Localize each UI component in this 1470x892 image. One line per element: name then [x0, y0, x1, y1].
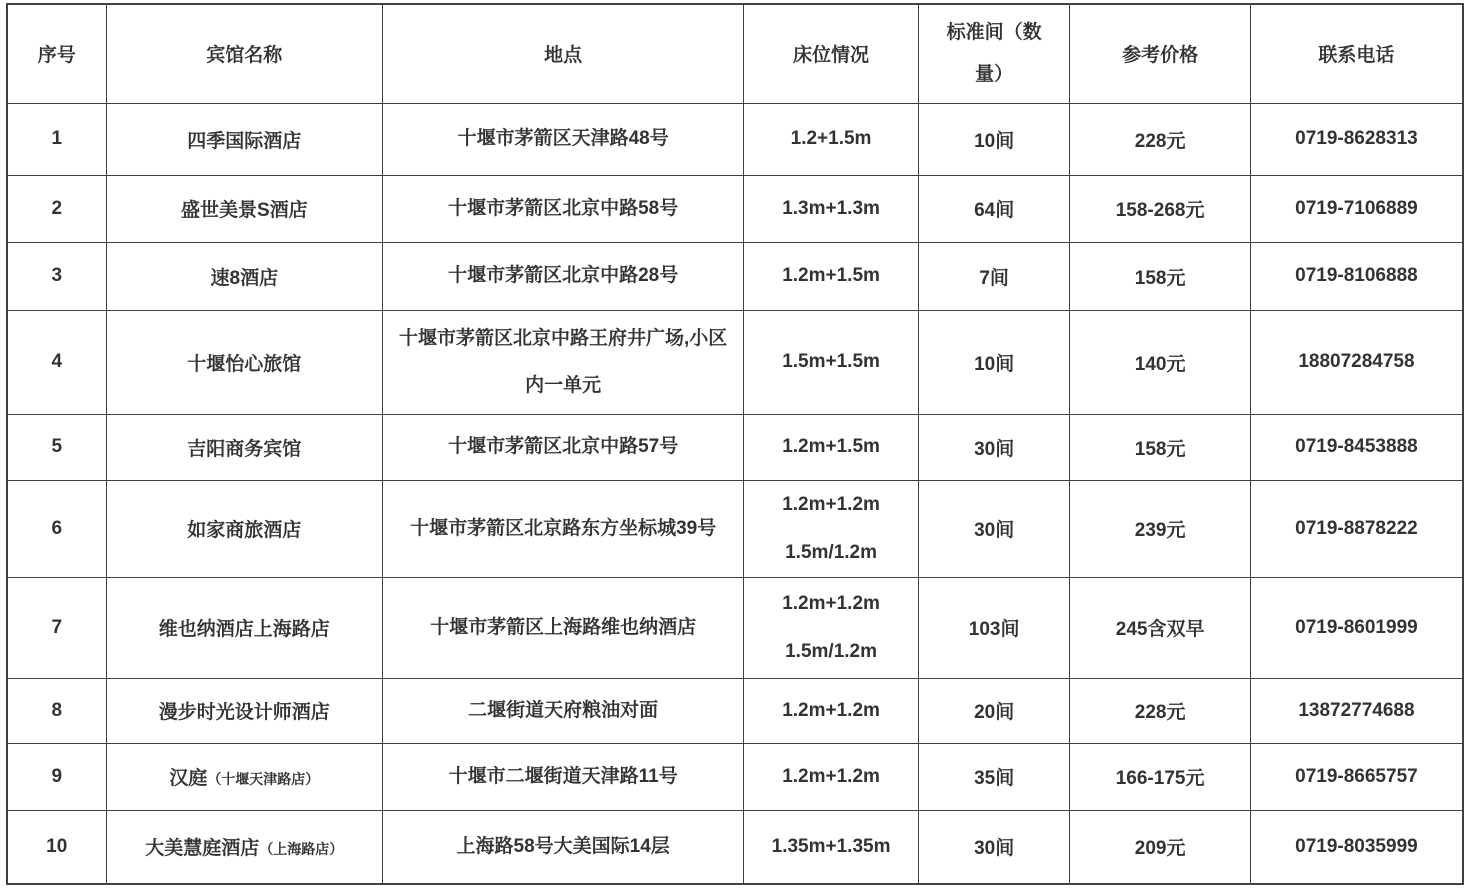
hotel-name: 盛世美景S酒店 — [180, 200, 308, 221]
cell-price: 166-175元 — [1070, 743, 1251, 810]
hotel-name: 速8酒店 — [210, 267, 279, 289]
hotel-address: 十堰市茅箭区北京中路57号 — [448, 436, 679, 458]
table-row — [7, 678, 1463, 743]
cell-price: 239元 — [1070, 480, 1251, 577]
bed-line: 1.5m/1.2m — [785, 541, 878, 563]
hotel-name: 如家商旅酒店 — [187, 520, 302, 541]
bed-line: 1.2+1.5m — [790, 128, 872, 150]
cell-hotel-name — [106, 810, 383, 884]
cell-address — [383, 810, 744, 884]
hotel-address: 十堰市茅箭区北京路东方坐标城39号 — [410, 517, 717, 539]
cell-address — [383, 414, 744, 480]
hotel-address: 十堰市茅箭区上海路维也纳酒店 — [430, 616, 697, 638]
hotel-name: 汉庭 — [169, 768, 208, 789]
table-row — [7, 810, 1463, 884]
cell-beds — [744, 577, 919, 678]
cell-phone: 0719-8453888 — [1250, 414, 1463, 480]
cell-index: 2 — [7, 175, 106, 242]
cell-rooms: 20间 — [918, 678, 1069, 743]
table-row — [7, 103, 1463, 175]
cell-price: 158-268元 — [1070, 175, 1251, 242]
cell-hotel-name — [106, 103, 383, 175]
cell-beds — [744, 175, 919, 242]
bed-line: 1.3m+1.3m — [782, 197, 880, 219]
cell-index: 9 — [7, 743, 106, 810]
hotel-name: 维也纳酒店上海路店 — [158, 619, 330, 640]
cell-phone: 18807284758 — [1250, 310, 1463, 414]
cell-index: 3 — [7, 242, 106, 310]
cell-rooms: 64间 — [918, 175, 1069, 242]
cell-beds — [744, 414, 919, 480]
cell-hotel-name — [106, 577, 383, 678]
column-header-phone: 联系电话 — [1250, 4, 1463, 103]
table-row — [7, 743, 1463, 810]
cell-price: 140元 — [1070, 310, 1251, 414]
cell-address — [383, 743, 744, 810]
cell-rooms: 30间 — [918, 480, 1069, 577]
column-header-address: 地点 — [383, 4, 744, 103]
cell-rooms: 10间 — [918, 103, 1069, 175]
cell-index: 6 — [7, 480, 106, 577]
cell-address — [383, 175, 744, 242]
column-header-name: 宾馆名称 — [106, 4, 383, 103]
cell-phone: 0719-8035999 — [1250, 810, 1463, 884]
cell-price: 228元 — [1070, 103, 1251, 175]
bed-line: 1.2m+1.2m — [782, 494, 880, 515]
cell-address — [383, 242, 744, 310]
cell-phone: 0719-7106889 — [1250, 175, 1463, 242]
hotel-address: 十堰市二堰街道天津路11号 — [448, 765, 678, 787]
cell-phone: 0719-8601999 — [1250, 577, 1463, 678]
cell-index: 8 — [7, 678, 106, 743]
table-row — [7, 242, 1463, 310]
cell-index: 7 — [7, 577, 106, 678]
cell-rooms: 30间 — [918, 810, 1069, 884]
cell-price: 228元 — [1070, 678, 1251, 743]
cell-beds — [744, 678, 919, 743]
cell-rooms: 35间 — [918, 743, 1069, 810]
cell-hotel-name — [106, 175, 383, 242]
cell-index: 4 — [7, 310, 106, 414]
cell-address — [383, 310, 744, 414]
hotel-address: 十堰市茅箭区北京中路28号 — [448, 265, 679, 287]
cell-price: 158元 — [1070, 414, 1251, 480]
hotel-name: 漫步时光设计师酒店 — [158, 702, 330, 723]
table-row — [7, 175, 1463, 242]
cell-address — [383, 678, 744, 743]
cell-index: 1 — [7, 103, 106, 175]
table-row — [7, 414, 1463, 480]
cell-address — [383, 103, 744, 175]
bed-line: 1.2m+1.5m — [782, 265, 880, 287]
cell-beds — [744, 310, 919, 414]
cell-phone: 0719-8106888 — [1250, 242, 1463, 310]
table-row — [7, 480, 1463, 577]
bed-line: 1.5m+1.5m — [782, 351, 880, 373]
hotel-name: 四季国际酒店 — [187, 130, 302, 152]
cell-price: 209元 — [1070, 810, 1251, 884]
column-header-no: 序号 — [7, 4, 106, 103]
cell-phone: 0719-8665757 — [1250, 743, 1463, 810]
hotel-address: 十堰市茅箭区北京中路58号 — [448, 197, 679, 219]
hotel-name-suffix: （上海路店） — [259, 841, 344, 858]
column-header-beds: 床位情况 — [744, 4, 919, 103]
header-row — [7, 4, 1463, 103]
cell-hotel-name — [106, 480, 383, 577]
hotel-name-suffix: （十堰天津路店） — [207, 771, 320, 787]
bed-line: 1.35m+1.35m — [771, 836, 891, 857]
cell-rooms: 10间 — [918, 310, 1069, 414]
cell-hotel-name — [106, 678, 383, 743]
table-row — [7, 577, 1463, 678]
column-header-price: 参考价格 — [1070, 4, 1251, 103]
cell-beds — [744, 743, 919, 810]
cell-phone: 0719-8878222 — [1250, 480, 1463, 577]
bed-line: 1.5m/1.2m — [785, 640, 878, 662]
hotel-address: 二堰街道天府粮油对面 — [468, 699, 659, 721]
cell-beds — [744, 480, 919, 577]
column-header-rooms — [918, 4, 1069, 103]
cell-hotel-name — [106, 310, 383, 414]
cell-beds — [744, 103, 919, 175]
cell-hotel-name — [106, 242, 383, 310]
bed-line: 1.2m+1.2m — [782, 593, 880, 614]
cell-address — [383, 480, 744, 577]
hotel-address: 十堰市茅箭区天津路48号 — [457, 128, 669, 150]
hotel-address: 上海路58号大美国际14层 — [456, 836, 670, 857]
cell-rooms: 103间 — [918, 577, 1069, 678]
column-header-rooms-label: 标准间（数量） — [946, 21, 1042, 85]
cell-price: 245含双早 — [1070, 577, 1251, 678]
cell-beds — [744, 242, 919, 310]
cell-index: 5 — [7, 414, 106, 480]
cell-index: 10 — [7, 810, 106, 884]
cell-hotel-name — [106, 414, 383, 480]
table-row — [7, 310, 1463, 414]
cell-address — [383, 577, 744, 678]
hotel-table — [6, 3, 1464, 885]
bed-line: 1.2m+1.5m — [782, 436, 880, 458]
bed-line: 1.2m+1.2m — [782, 765, 880, 787]
cell-rooms: 30间 — [918, 414, 1069, 480]
bed-line: 1.2m+1.2m — [782, 699, 880, 721]
cell-hotel-name — [106, 743, 383, 810]
cell-phone: 0719-8628313 — [1250, 103, 1463, 175]
cell-price: 158元 — [1070, 242, 1251, 310]
cell-beds — [744, 810, 919, 884]
hotel-name: 大美慧庭酒店 — [145, 838, 260, 860]
hotel-name: 十堰怡心旅馆 — [187, 353, 302, 375]
hotel-name: 吉阳商务宾馆 — [187, 438, 302, 460]
hotel-address: 十堰市茅箭区北京中路王府井广场,小区内一单元 — [399, 327, 728, 396]
cell-phone: 13872774688 — [1250, 678, 1463, 743]
cell-rooms: 7间 — [918, 242, 1069, 310]
